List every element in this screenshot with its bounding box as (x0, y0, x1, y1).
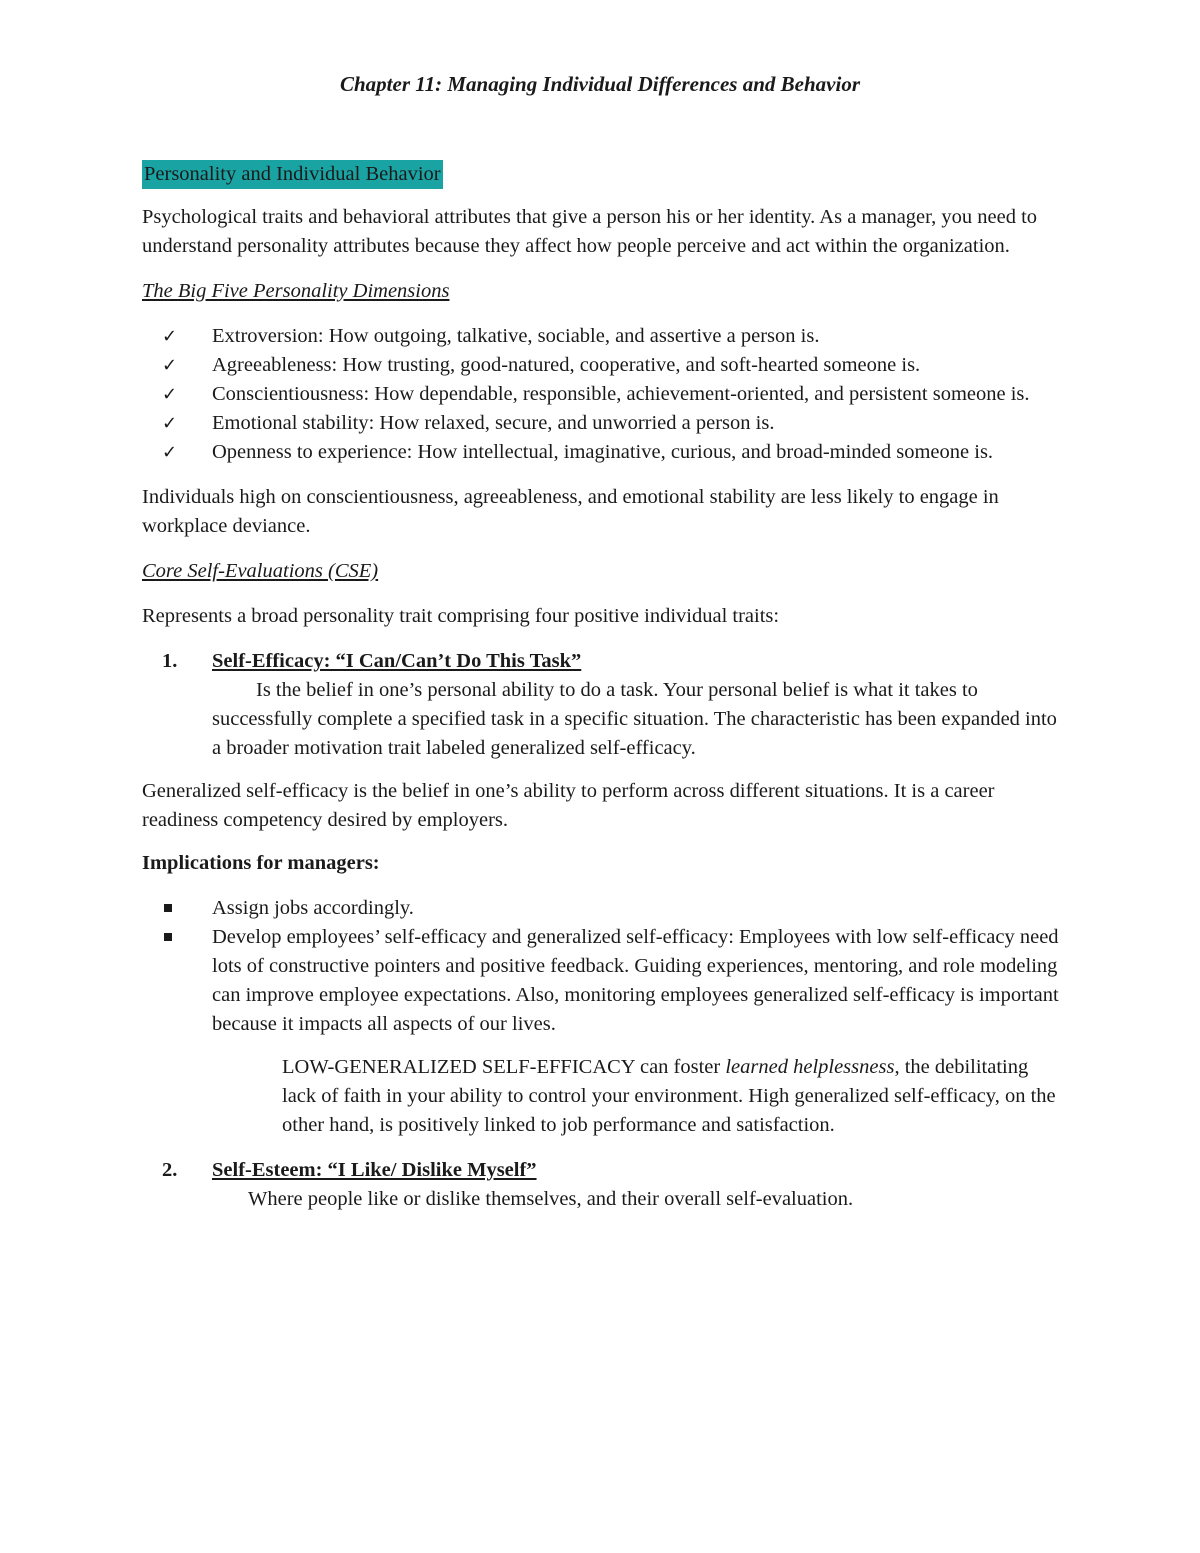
self-efficacy-body: Is the belief in one’s personal ability to do a task. Your personal belief is what it takes to successfully complete a specified task in a specific situation. The characteristic has been expanded into a broader motivation trait labeled generalized self-efficacy. (212, 679, 1057, 759)
cse-intro: Represents a broad personality trait comprising four positive individual traits: (142, 605, 780, 627)
big-five-heading: The Big Five Personality Dimensions (142, 280, 450, 302)
list-item-text: Assign jobs accordingly. (212, 897, 414, 919)
implications-heading: Implications for managers: (142, 852, 380, 874)
check-icon: ✓ (162, 384, 178, 405)
list-number: 1. (162, 650, 178, 672)
list-item-text: Develop employees’ self-efficacy and generalized self-efficacy: Employees with low self-efficacy need lots of constructive pointers and positive feedback. Guiding experiences, mentoring, and role modeling can improve employee expectations. Also, monitoring employees generalized self-efficacy is important because it impacts all aspects of our lives. (212, 926, 1059, 1035)
list-item (162, 647, 1062, 763)
list-item (162, 380, 1062, 409)
generalized-paragraph: Generalized self-efficacy is the belief in one’s ability to perform across different situations. It is a career readiness competency desired by employers. (142, 780, 995, 831)
list-item-text: Agreeableness: How trusting, good-natured, cooperative, and soft-hearted someone is. (212, 354, 921, 376)
document-title: Chapter 11: Managing Individual Differences and Behavior (340, 72, 860, 96)
note-suffix: , the debilitating lack of faith in your ability to control your environment. High generalized self-efficacy, on the other hand, is positively linked to job performance and satisfaction. (282, 1056, 1056, 1136)
section-heading: Personality and Individual Behavior (142, 160, 443, 189)
self-esteem-title: Self-Esteem: “I Like/ Dislike Myself” (212, 1159, 537, 1181)
list-item (162, 409, 1062, 438)
list-item-text: Openness to experience: How intellectual, imaginative, curious, and broad-minded someone is. (212, 441, 994, 463)
list-item (162, 1156, 1062, 1214)
check-icon: ✓ (162, 442, 178, 463)
intro-paragraph: Psychological traits and behavioral attributes that give a person his or her identity. As a manager, you need to understand personality attributes because they affect how people perceive and act within the organization. (142, 206, 1038, 257)
list-item-text: Extroversion: How outgoing, talkative, sociable, and assertive a person is. (212, 325, 820, 347)
list-item (212, 923, 1062, 1039)
note-prefix: LOW-GENERALIZED SELF-EFFICACY can foster (282, 1056, 726, 1078)
check-icon: ✓ (162, 413, 178, 434)
document-body (142, 160, 1062, 1214)
cse-list-1 (142, 647, 1062, 763)
note-emphasis: learned helplessness (725, 1056, 895, 1078)
list-item (212, 894, 1062, 923)
square-bullet-icon (164, 904, 172, 912)
list-item (162, 351, 1062, 380)
check-icon: ✓ (162, 326, 178, 347)
check-icon: ✓ (162, 355, 178, 376)
list-item (162, 438, 1062, 467)
big-five-list (142, 322, 1062, 467)
low-self-efficacy-note (282, 1053, 1062, 1140)
list-number: 2. (162, 1159, 178, 1181)
self-esteem-body: Where people like or dislike themselves, and their overall self-evaluation. (248, 1188, 854, 1210)
list-item (162, 322, 1062, 351)
implications-list (142, 894, 1062, 1039)
square-bullet-icon (164, 933, 172, 941)
cse-list-2 (142, 1156, 1062, 1214)
big-five-closing: Individuals high on conscientiousness, agreeableness, and emotional stability are less likely to engage in workplace deviance. (142, 486, 999, 537)
cse-heading: Core Self-Evaluations (CSE) (142, 560, 379, 582)
self-efficacy-title: Self-Efficacy: “I Can/Can’t Do This Task” (212, 650, 582, 672)
list-item-text: Conscientiousness: How dependable, responsible, achievement-oriented, and persistent someone is. (212, 383, 1030, 405)
list-item-text: Emotional stability: How relaxed, secure, and unworried a person is. (212, 412, 775, 434)
